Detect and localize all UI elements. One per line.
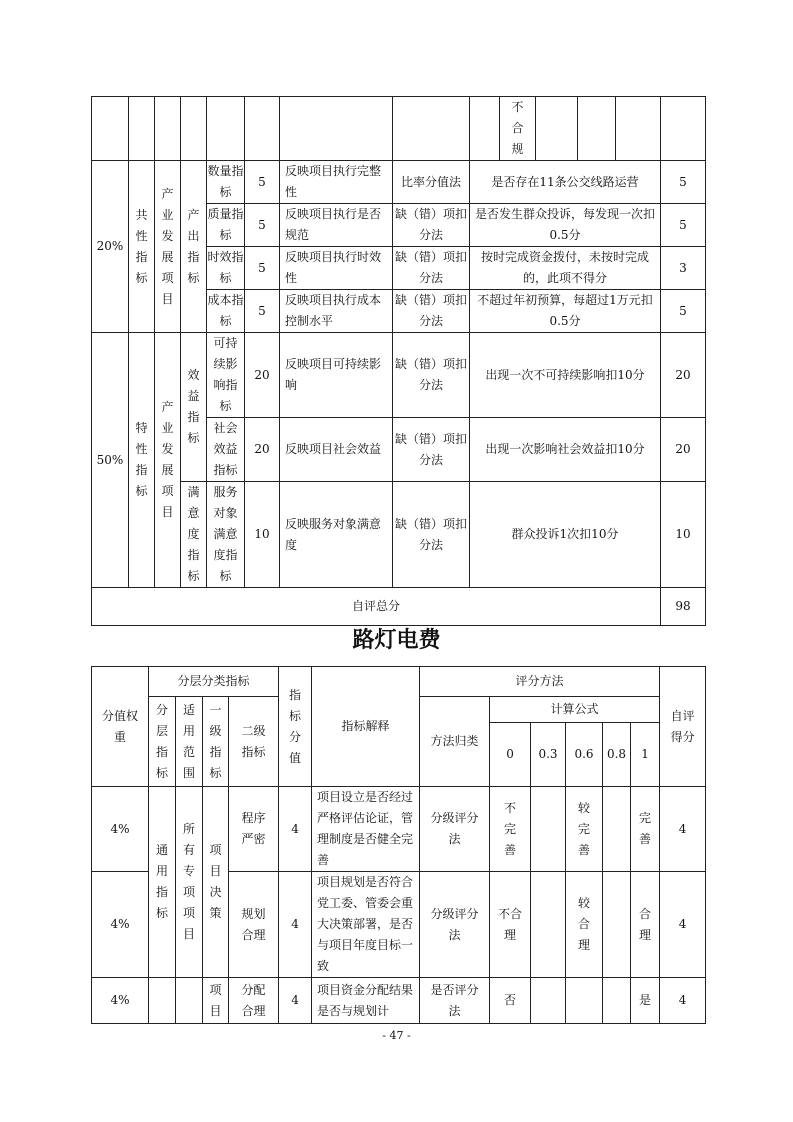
- indicator-score: 5: [245, 161, 280, 204]
- merged-l1: 项目决策: [203, 787, 229, 978]
- weight-cell: 50%: [92, 333, 129, 588]
- indicator-formula: 是否存在11条公交线路运营: [470, 161, 661, 204]
- indicator-name: 社会效益指标: [207, 418, 245, 482]
- row-l2: 程序严密: [229, 787, 279, 872]
- row-method: 分级评分法: [420, 787, 490, 872]
- header-c4: 1: [631, 723, 660, 787]
- level1-cell: 特性指标: [129, 333, 155, 588]
- row-v4: 是: [631, 978, 660, 1024]
- header-c3: 0.8: [603, 723, 631, 787]
- indicator-name: 成本指标: [207, 290, 245, 333]
- indicator-method: 缺（错）项扣分法: [393, 247, 470, 290]
- indicator-desc: 反映项目执行时效性: [280, 247, 393, 290]
- row-got: 4: [660, 787, 706, 872]
- header-layer-sub: 分层指标: [149, 697, 176, 787]
- row-method: 分级评分法: [420, 872, 490, 978]
- header-eval: 评分方法: [420, 667, 660, 697]
- row-score: 4: [279, 872, 312, 978]
- indicator-desc: 反映项目执行完整性: [280, 161, 393, 204]
- indicator-method: 缺（错）项扣分法: [393, 418, 470, 482]
- performance-table-continued: [91, 96, 706, 626]
- row-v4: 完善: [631, 787, 660, 872]
- header-got: 自评得分: [660, 667, 706, 787]
- table-header-row: [92, 667, 706, 697]
- header-c1: 0.3: [531, 723, 566, 787]
- indicator-desc: 反映项目社会效益: [280, 418, 393, 482]
- indicator-got: 20: [661, 333, 706, 418]
- row-v2: 较完善: [566, 787, 603, 872]
- indicator-got: 5: [661, 290, 706, 333]
- indicator-got: 10: [661, 482, 706, 588]
- header-scope: 适用范围: [176, 697, 203, 787]
- weight-cell: 20%: [92, 161, 129, 333]
- section-title: 路灯电费: [352, 627, 441, 653]
- scope-cell: 产业发展项目: [155, 333, 181, 588]
- merged-layer: 通用指标: [149, 787, 176, 978]
- table-row: [92, 97, 706, 161]
- row-v2: 较合理: [566, 872, 603, 978]
- indicator-desc: 反映项目执行成本控制水平: [280, 290, 393, 333]
- row-desc: 项目规划是否符合党工委、管委会重大决策部署，是否与项目年度目标一致: [312, 872, 420, 978]
- indicator-score: 20: [245, 333, 280, 418]
- table-row: [92, 787, 706, 872]
- row-weight: 4%: [92, 978, 149, 1024]
- indicator-formula: 群众投诉1次扣10分: [470, 482, 661, 588]
- indicator-name: 服务对象满意度指标: [207, 482, 245, 588]
- indicator-formula: 是否发生群众投诉，每发现一次扣0.5分: [470, 204, 661, 247]
- indicator-method: 缺（错）项扣分法: [393, 333, 470, 418]
- header-formula: 计算公式: [490, 697, 660, 723]
- indicator-method: 缺（错）项扣分法: [393, 482, 470, 588]
- header-layer: 分层分类指标: [149, 667, 279, 697]
- row-weight: 4%: [92, 872, 149, 978]
- header-c0: 0: [490, 723, 531, 787]
- indicator-name: 时效指标: [207, 247, 245, 290]
- table-row: [92, 978, 706, 1024]
- page-number: - 47 -: [382, 1029, 411, 1042]
- indicator-name: 可持续影响指标: [207, 333, 245, 418]
- indicator-desc: 反映服务对象满意度: [280, 482, 393, 588]
- header-weight: 分值权重: [92, 667, 149, 787]
- row-desc: 项目资金分配结果是否与规划计: [312, 978, 420, 1024]
- indicator-desc: 反映项目可持续影响: [280, 333, 393, 418]
- row-v0: 不合理: [490, 872, 531, 978]
- indicator-formula: 出现一次影响社会效益扣10分: [470, 418, 661, 482]
- header-l2: 二级指标: [229, 697, 279, 787]
- indicator-method: 缺（错）项扣分法: [393, 290, 470, 333]
- indicator-formula: 不超过年初预算，每超过1万元扣0.5分: [470, 290, 661, 333]
- indicator-got: 3: [661, 247, 706, 290]
- indicator-formula: 按时完成资金拨付，未按时完成的，此项不得分: [470, 247, 661, 290]
- row-v0: 否: [490, 978, 531, 1024]
- row-got: 4: [660, 872, 706, 978]
- indicator-score: 5: [245, 290, 280, 333]
- indicator-score: 5: [245, 204, 280, 247]
- indicator-name: 数量指标: [207, 161, 245, 204]
- header-c2: 0.6: [566, 723, 603, 787]
- header-method: 方法归类: [420, 697, 490, 787]
- row-v0: 不完善: [490, 787, 531, 872]
- level3-cell: 效益指标: [181, 333, 207, 482]
- street-light-table: [91, 666, 706, 1024]
- indicator-score: 10: [245, 482, 280, 588]
- merged-l1b: 项目: [203, 978, 229, 1024]
- total-value: 98: [661, 588, 706, 626]
- level1-cell: 共性指标: [129, 161, 155, 333]
- level3-cell: 产出指标: [181, 161, 207, 333]
- header-desc: 指标解释: [312, 667, 420, 787]
- row-score: 4: [279, 978, 312, 1024]
- indicator-formula: 出现一次不可持续影响扣10分: [470, 333, 661, 418]
- level3-cell: 满意度指标: [181, 482, 207, 588]
- indicator-got: 5: [661, 204, 706, 247]
- carry-over-cell: 不合规: [500, 97, 536, 161]
- header-l1: 一级指标: [203, 697, 229, 787]
- indicator-got: 5: [661, 161, 706, 204]
- indicator-got: 20: [661, 418, 706, 482]
- row-desc: 项目设立是否经过严格评估论证，管理制度是否健全完善: [312, 787, 420, 872]
- header-score: 指标分值: [279, 667, 312, 787]
- row-v4: 合理: [631, 872, 660, 978]
- scope-cell: 产业发展项目: [155, 161, 181, 333]
- indicator-method: 比率分值法: [393, 161, 470, 204]
- indicator-name: 质量指标: [207, 204, 245, 247]
- indicator-desc: 反映项目执行是否规范: [280, 204, 393, 247]
- indicator-score: 5: [245, 247, 280, 290]
- row-method: 是否评分法: [420, 978, 490, 1024]
- indicator-score: 20: [245, 418, 280, 482]
- merged-scope: 所有专项项目: [176, 787, 203, 978]
- row-l2: 规划合理: [229, 872, 279, 978]
- row-l2: 分配合理: [229, 978, 279, 1024]
- total-label: 自评总分: [92, 588, 661, 626]
- row-score: 4: [279, 787, 312, 872]
- row-got: 4: [660, 978, 706, 1024]
- table-row: [92, 161, 706, 204]
- row-weight: 4%: [92, 787, 149, 872]
- indicator-method: 缺（错）项扣分法: [393, 204, 470, 247]
- table-row: [92, 333, 706, 418]
- table-row: [92, 482, 706, 588]
